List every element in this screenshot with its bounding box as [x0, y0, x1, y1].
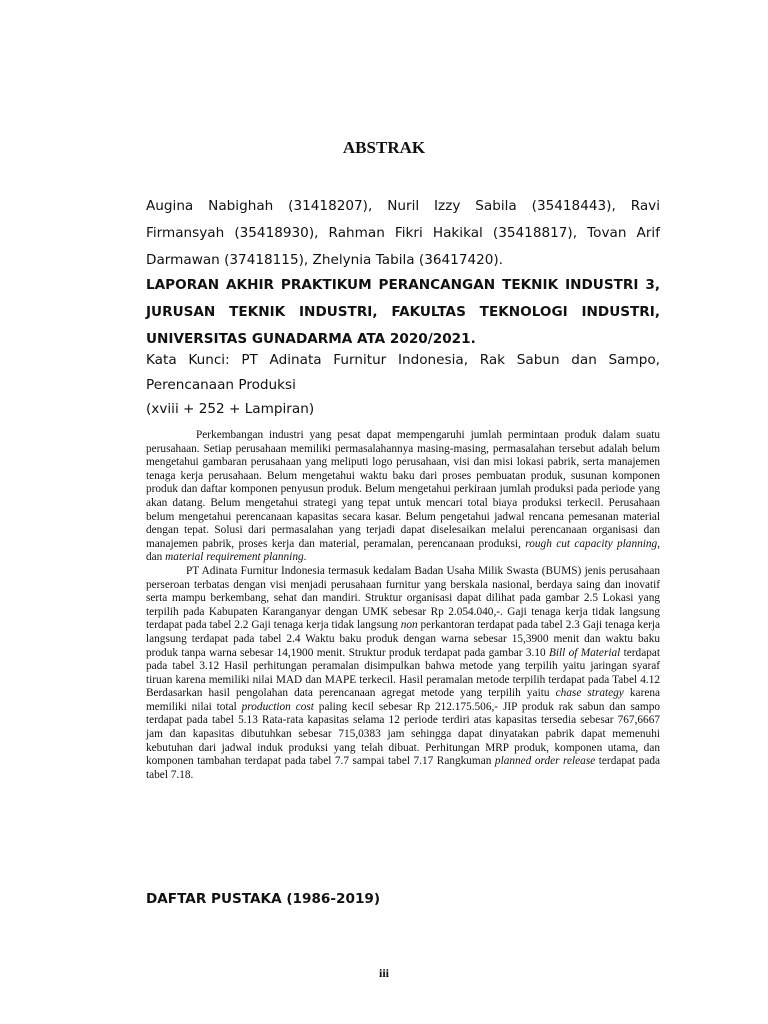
page-number: iii [378, 966, 389, 980]
abstract-paragraph-2: PT Adinata Furnitur Indonesia termasuk kedalam Badan Usaha Milik Swasta (BUMS) jenis perusahaan perseroan terbatas dengan visi menjadi perusahaan furnitur yang berskala nasional, berdaya saing dan inovatif serta mampu berkembang, sehat dan mandiri. Struktur organisasi dapat dilihat pada gambar 2.5 Lokasi yang terpilih pada Kabupaten Karanganyar dengan UMK sebesar Rp 2.054.040,-. Gaji tenaga kerja tidak langsung terdapat pada tabel 2.2 Gaji tenaga kerja tidak langsung non perkantoran terdapat pada tabel 2.3 Gaji tenaga kerja langsung terdapat pada tabel 2.4 Waktu baku produk dengan warna sebesar 15,3900 menit dan waktu baku produk tanpa warna sebesar 14,1900 menit. Struktur produk terdapat pada gambar 3.10 Bill of Material terdapat pada tabel 3.12 Hasil perhitungan peramalan disimpulkan bahwa metode yang terpilih yaitu jaringan syaraf tiruan karena memiliki nilai MAD dan MAPE terkecil. Hasil peramalan metode terpilih terdapat pada Tabel 4.12 Berdasarkan hasil pengolahan data perencanaan agregat metode yang terpilih yaitu chase strategy karena memiliki nilai total production cost paling kecil sebesar Rp 212.175.506,- JIP produk rak sabun dan sampo terdapat pada tabel 5.13 Rata-rata kapasitas selama 12 periode terdiri atas kapasitas tersedia sebesar 767,6667 jam dan kapasitas dibutuhkan sebesar 715,0383 jam sehingga dapat dinyatakan pabrik dapat memenuhi kebutuhan dari jadwal induk produksi yang telah dibuat. Perhitungan MRP produk, komponen utama, dan komponen tambahan terdapat pada tabel 7.7 sampai tabel 7.17 Rangkuman planned order release terdapat pada tabel 7.18. [146, 564, 661, 781]
report-title: LAPORAN AKHIR PRAKTIKUM PERANCANGAN TEKNIK INDUSTRI 3, JURUSAN TEKNIK INDUSTRI, FAKULTAS TEKNOLOGI INDUSTRI, UNIVERSITAS GUNADARMA ATA 2020/2021. [146, 277, 660, 347]
references-heading: DAFTAR PUSTAKA (1986-2019) [146, 891, 381, 907]
authors-list: Augina Nabighah (31418207), Nuril Izzy Sabila (35418443), Ravi Firmansyah (35418930), Rahman Fikri Hakikal (35418817), Tovan Arif Darmawan (37418115), Zhelynia Tabila (36417420). [146, 198, 660, 268]
abstract-paragraph-1: Perkembangan industri yang pesat dapat mempengaruhi jumlah permintaan produk dalam suatu perusahaan. Setiap perusahaan memiliki permasalahannya masing-masing, permasalahan tersebut adalah belum mengetahui gambaran perusahaan yang meliputi logo perusahaan, visi dan misi lokasi pabrik, serta manajemen tenaga kerja perusahaan. Belum mengetahui waktu baku dari proses pembuatan produk, susunan komponen produk dan daftar komponen penyusun produk. Belum mengetahui perkiraan jumlah produksi pada periode yang akan datang. Belum mengetahui strategi yang tepat untuk mencari total biaya produksi terkecil. Perusahaan belum mengetahui perencanaan kapasitas secara kasar. Belum pengetahui jadwal rencana pemesanan material dengan tepat. Solusi dari permasalahan yang terjadi dapat diselesaikan melalui perencanaan organisasi dan manajemen pabrik, proses kerja dan material, peramalan, perencanaan produksi, rough cut capacity planning, dan material requirement planning. [146, 429, 661, 564]
abstract-title: ABSTRAK [342, 138, 426, 157]
page-count: (xviii + 252 + Lampiran) [146, 401, 315, 417]
keywords: Kata Kunci: PT Adinata Furnitur Indonesia, Rak Sabun dan Sampo, Perencanaan Produksi [146, 352, 660, 393]
abstract-body [146, 429, 660, 782]
